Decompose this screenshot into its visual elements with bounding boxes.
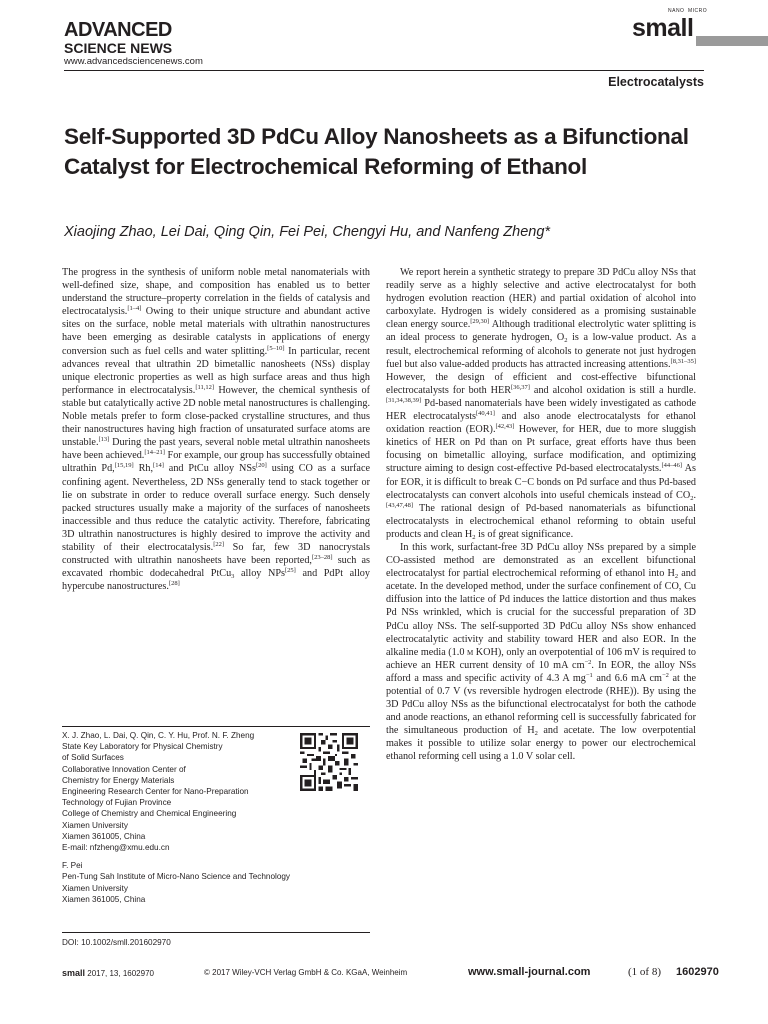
affiliation-line: Collaborative Innovation Center of (62, 764, 186, 774)
affiliation-gap (62, 853, 302, 860)
body-paragraph: The progress in the synthesis of uniform noble metal nanomaterials with well-defined size, shape, and composition has enabled us to better understand the structure–property correlation in the fields of catalysis and electrocatalysis.[1–4] Owing to their unique structure and abundant active sites on the surface, noble metal materials with ultrathin nanostructures have been emerging as desirable catalysts in applications of energy conversion such as fuel cells and water splitting.[5–10] In particular, recent advances reveal that ultrathin 2D bimetallic nanosheets (NSs) display unique electronic properties as well as high surface areas and thus high performance in electrocatalysis.[11,12] However, the chemical synthesis of stable but catalytically active 2D noble metal nanostructures is challenging. Noble metals prefer to form close-packed crystalline structures, and thus their nanostructures having high fraction of unsaturated surface atoms are unstable.[13] During the past years, several noble metal ultrathin nanosheets have been achieved.[14–21] For example, our group has successfully obtained ultrathin Pd,[15,19] Rh,[14] and PtCu alloy NSs[20] using CO as a surface confining agent. Nevertheless, 2D NSs generally tend to stack together or lie on substrate in order to reduce overall surface energy. Such densely packed structures usually make a majority of the surfaces of nanosheets inaccessible and thus reduce the catalytic activity. Therefore, fabricating 3D ultrathin nanostructures is highly desired to improve the activity and stability of their electrocatalysis.[22] So far, few 3D nanocrystals constructed with ultrathin nanosheets have been reported,[23–28] such as excavated rhombic dodecahedral PtCu$_3$ alloy NPs[25] and PdPt alloy hypercube nanostructures.[28] (62, 267, 371, 593)
citation[interactable]: [1–4] (127, 305, 142, 313)
citation[interactable]: [31,34,38,39] (386, 396, 422, 404)
citation[interactable]: [40,41] (476, 410, 495, 418)
doi[interactable]: DOI: 10.1002/smll.201602970 (62, 938, 171, 947)
citation[interactable]: [14–21] (144, 449, 165, 457)
footer-copyright: © 2017 Wiley-VCH Verlag GmbH & Co. KGaA, Weinheim (204, 968, 408, 977)
affiliation-line: Xiamen University (62, 883, 128, 893)
citation[interactable]: [25] (285, 567, 296, 575)
affiliation-line: Technology of Fujian Province (62, 798, 172, 808)
affiliation-line: F. Pei (62, 861, 83, 871)
journal-logo (630, 8, 768, 48)
journal-logo-nano: NANO (668, 8, 685, 14)
citation[interactable]: [20] (255, 462, 267, 470)
footer-journal-url[interactable]: www.small-journal.com (468, 966, 591, 978)
affiliations (62, 730, 302, 905)
citation[interactable]: [22] (213, 540, 225, 548)
footer-page-indicator: (1 of 8) (628, 966, 661, 978)
body-paragraph: We report herein a synthetic strategy to prepare 3D PdCu alloy NSs that readily serve as a highly selective and active electrocatalyst for both hydrogen evolution reaction (HER) and partial oxidation of alcohol into carboxylate. Hydrogen is widely considered as a promising sustainable clean energy source.[29,30] Although traditional electrolytic water splitting is an ideal process to generate hydrogen, $O_2$ is a low-value product. As a result, electrochemical reforming of alcohols to generate not just hydrogen fuel but also value-added products has attracted increasing attentions.[8,31–35] However, the design of efficient and cost-effective bifunctional electrocatalysts for both HER[36,37] and alcohol oxidation is still a hurdle.[31,34,38,39] Pd-based nanomaterials have been widely investigated as cathode HER electrocatalysts[40,41] and also anode electrocatalysts for ethanol oxidation reaction (EOR).[42,43] However, for HER, due to more sluggish kinetics of HER on Pd than on Pt surface, great efforts have thus been focusing on bimetallic alloying, surface modification, and optimizing structure aiming to design cost-effective Pd-based electrocatalysts.[44–46] As for EOR, it is difficult to break C−C bonds on Pd surface and thus Pd-based electrocatalysts can convert alcohols into useful chemicals instead of $CO_2.[43,47,48]$ The rational design of Pd-based nanomaterials as bifunctional electrocatalysts in electrochemical ethanol reforming to obtain useful products and clean $H_2$ is of great significance. (386, 267, 697, 541)
citation[interactable]: [23–28] (311, 554, 333, 562)
body-paragraph: In this work, surfactant-free 3D PdCu alloy NSs prepared by a simple CO-assisted method are demonstrated as an excellent bifunctional electrocatalyst for partial electrochemical reforming of ethanol into $H_2$ and acetate. In the developed method, under the surface confinement of CO, Cu diffusion into the lattice of Pd induces the lattice distortion and thus makes Pd NSs wrinkled, which is crucial for the successful preparation of 3D PdCu alloy NSs. The self-supported 3D PdCu alloy NSs show enhanced electrocatalytic activity and stability toward HER and also EOR. In the alkaline media (1.0 m KOH), only an overpotential of 106 mV is required to achieve an HER current density of 10 mA $cm^{-2}$. In EOR, the alloy NSs afford a mass and specific activity of 4.3 A $mg^{-1}$ and 6.6 mA $cm^{-2}$ at the potential of 0.7 V (vs reversible hydrogen electrode (RHE)). By using the 3D PdCu alloy NSs as the bifunctional electrocatalyst for both the cathode and anode reactions, an ethanol reforming cell is successfully fabricated for the simultaneous production of $H_2$ and acetate. The low overpotential makes it possible to utilize solar energy to power our electrochemical ethanol reforming cell using a 1.0 V solar cell. (386, 541, 697, 763)
affiliation-email[interactable]: E-mail: nfzheng@xmu.edu.cn (62, 843, 170, 853)
citation[interactable]: [29,30] (470, 318, 490, 326)
footer-journal: small (62, 968, 86, 978)
affiliation-line: College of Chemistry and Chemical Engineering (62, 809, 237, 819)
affiliation-line: Engineering Research Center for Nano-Preparation (62, 787, 249, 797)
article-authors: Xiaojing Zhao, Lei Dai, Qing Qin, Fei Pei, Chengyi Hu, and Nanfeng Zheng* (64, 224, 551, 240)
journal-logo-bar (696, 36, 768, 46)
citation[interactable]: [36,37] (511, 383, 530, 391)
page-footer (62, 966, 719, 980)
affiliation-line: Xiamen University (62, 820, 128, 830)
body-column-left (62, 266, 370, 593)
affiliation-line: State Key Laboratory for Physical Chemistry (62, 742, 223, 752)
affiliation-line: Pen-Tung Sah Institute of Micro-Nano Science and Technology (62, 872, 291, 882)
citation[interactable]: [5–10] (267, 344, 285, 352)
footer-citation-text: 2017, 13, 1602970 (85, 969, 154, 978)
journal-logo-name: small (632, 14, 694, 42)
citation[interactable]: [28] (168, 580, 180, 588)
citation[interactable]: [8,31–35] (670, 357, 696, 365)
section-label: Electrocatalysts (608, 75, 704, 89)
publisher-name-line2: SCIENCE NEWS (64, 40, 173, 56)
citation[interactable]: [43,47,48] (386, 501, 414, 509)
affiliation-line: X. J. Zhao, L. Dai, Q. Qin, C. Y. Hu, Prof. N. F. Zheng (62, 731, 255, 740)
publisher-logo (64, 20, 203, 67)
publisher-name-line1: ADVANCED (64, 19, 172, 41)
affiliation-rule (62, 726, 370, 727)
citation[interactable]: [14] (153, 462, 164, 470)
citation[interactable]: [11,12] (195, 383, 215, 391)
publisher-url[interactable]: www.advancedsciencenews.com (64, 56, 203, 67)
footer-citation (62, 968, 154, 978)
doi-rule (62, 932, 370, 933)
citation[interactable]: [42,43] (495, 423, 515, 431)
affiliation-line: of Solid Surfaces (62, 753, 124, 763)
affiliation-line: Xiamen 361005, China (62, 831, 146, 841)
citation[interactable]: [13] (98, 436, 110, 444)
footer-article-number: 1602970 (676, 966, 719, 978)
affiliation-line: Chemistry for Energy Materials (62, 775, 175, 785)
header-rule (64, 70, 704, 71)
journal-logo-micro: MICRO (688, 8, 708, 14)
article-title: Self-Supported 3D PdCu Alloy Nanosheets as a Bifunctional Catalyst for Electrochemical Reforming of Ethanol (64, 124, 689, 179)
body-column-right (386, 266, 696, 764)
citation[interactable]: [15,19] (114, 462, 134, 470)
affiliation-line: Xiamen 361005, China (62, 894, 146, 904)
citation[interactable]: [44–46] (661, 462, 683, 470)
qr-code-icon[interactable] (300, 733, 358, 791)
